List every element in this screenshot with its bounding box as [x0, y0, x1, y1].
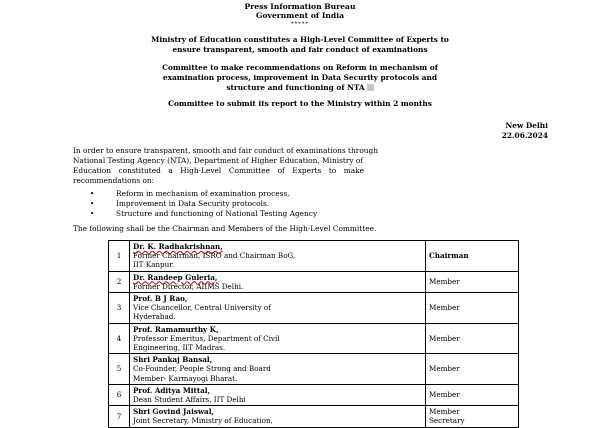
- table-row: [109, 384, 519, 405]
- member-role: Member: [426, 293, 519, 324]
- list-item: • Structure and functioning of National Testing Agency: [90, 209, 317, 219]
- subtitle-line-1: Committee to make recommendations on Reform in mechanism of: [162, 63, 438, 72]
- row-number: 2: [109, 271, 130, 292]
- table-row: [109, 241, 519, 272]
- place: New Delhi: [505, 121, 548, 130]
- member-detail: Former Director, AIIMS Delhi.: [133, 281, 244, 291]
- member-role: Member: [426, 323, 519, 354]
- member-role: Member: [426, 271, 519, 292]
- list-item: • Reform in mechanism of examination process,: [90, 189, 317, 199]
- member-role: Member: [426, 354, 519, 385]
- deadline-line: Committee to submit its report to the Ministry within 2 months: [168, 99, 432, 108]
- member-cell: [130, 323, 426, 354]
- members-intro: The following shall be the Chairman and Members of the High-Level Committee.: [73, 224, 377, 233]
- member-name: Prof. Ramamurthy K,: [133, 324, 219, 334]
- member-name: Dr. Randeep Guleria,: [133, 272, 218, 282]
- member-name: Prof. B J Rao,: [133, 294, 188, 304]
- member-role: Member: [426, 384, 519, 405]
- recommendation-list: [90, 189, 317, 220]
- member-cell: [130, 406, 426, 427]
- member-detail: Hyderabad.: [133, 312, 176, 322]
- intro-line-3: Education constituted a High-Level Committee of Experts to make: [73, 166, 365, 175]
- member-detail: Member- Karmayogi Bharat.: [133, 373, 238, 383]
- member-cell: [130, 384, 426, 405]
- member-role-secondary: Secretary: [429, 416, 465, 426]
- member-cell: [130, 241, 426, 272]
- member-detail: Dean Student Affairs, IIT Delhi: [133, 395, 246, 405]
- member-cell: [130, 354, 426, 385]
- subtitle-line-3: structure and functioning of NTA: [226, 83, 365, 92]
- table-row: [109, 271, 519, 292]
- member-role: Member: [429, 407, 460, 417]
- row-number: 6: [109, 384, 130, 405]
- member-name: Shri Govind Jaiswal,: [133, 407, 214, 417]
- subtitle-line-3-wrap: [40, 83, 560, 93]
- intro-line-4: recommendations on:: [73, 176, 155, 185]
- member-detail: Vice Chancellor, Central University of: [133, 303, 271, 313]
- member-name: Dr. K. Radhakrishnan,: [133, 242, 223, 251]
- table-row: [109, 354, 519, 385]
- date: 22.06.2024: [501, 131, 548, 140]
- member-cell: [130, 293, 426, 324]
- header-stars: *****: [290, 21, 310, 27]
- table-row: [109, 293, 519, 324]
- subtitle-line-2: examination process, improvement in Data Security protocols and: [162, 73, 438, 82]
- table-row: [109, 323, 519, 354]
- row-number: 7: [109, 406, 130, 427]
- title-line-1: Ministry of Education constitutes a High-Level Committee of Experts to: [151, 35, 449, 44]
- title-line-2: ensure transparent, smooth and fair conduct of examinations: [172, 45, 428, 54]
- row-number: 1: [109, 241, 130, 272]
- member-detail: Professor Emeritus, Department of Civil: [133, 333, 280, 343]
- member-detail: IIT Kanpur.: [133, 260, 175, 270]
- government-name: Government of India: [255, 11, 345, 20]
- member-detail: Former Chairman, ISRO and Chairman BoG,: [133, 251, 296, 261]
- table-row: [109, 406, 519, 427]
- intro-line-1: In order to ensure transparent, smooth and fair conduct of examinations through: [73, 146, 379, 155]
- member-role-cell: [426, 406, 519, 427]
- member-detail: Co-Founder, People Strong and Board: [133, 364, 271, 374]
- row-number: 3: [109, 293, 130, 324]
- member-name: Prof. Aditya Mittal,: [133, 385, 211, 395]
- member-detail: Joint Secretary, Ministry of Education,: [133, 416, 273, 426]
- member-role: Chairman: [426, 241, 519, 272]
- row-number: 4: [109, 323, 130, 354]
- square-mark-icon: [367, 84, 374, 91]
- org-name: Press Information Bureau: [244, 2, 356, 11]
- list-item: • Improvement in Data Security protocols.: [90, 199, 317, 209]
- row-number: 5: [109, 354, 130, 385]
- member-detail: Engineering, IIT Madras.: [133, 343, 226, 353]
- member-name: Shri Pankaj Bansal,: [133, 355, 213, 365]
- member-cell: [130, 271, 426, 292]
- intro-line-2: National Testing Agency (NTA), Department of Higher Education, Ministry of: [73, 156, 364, 165]
